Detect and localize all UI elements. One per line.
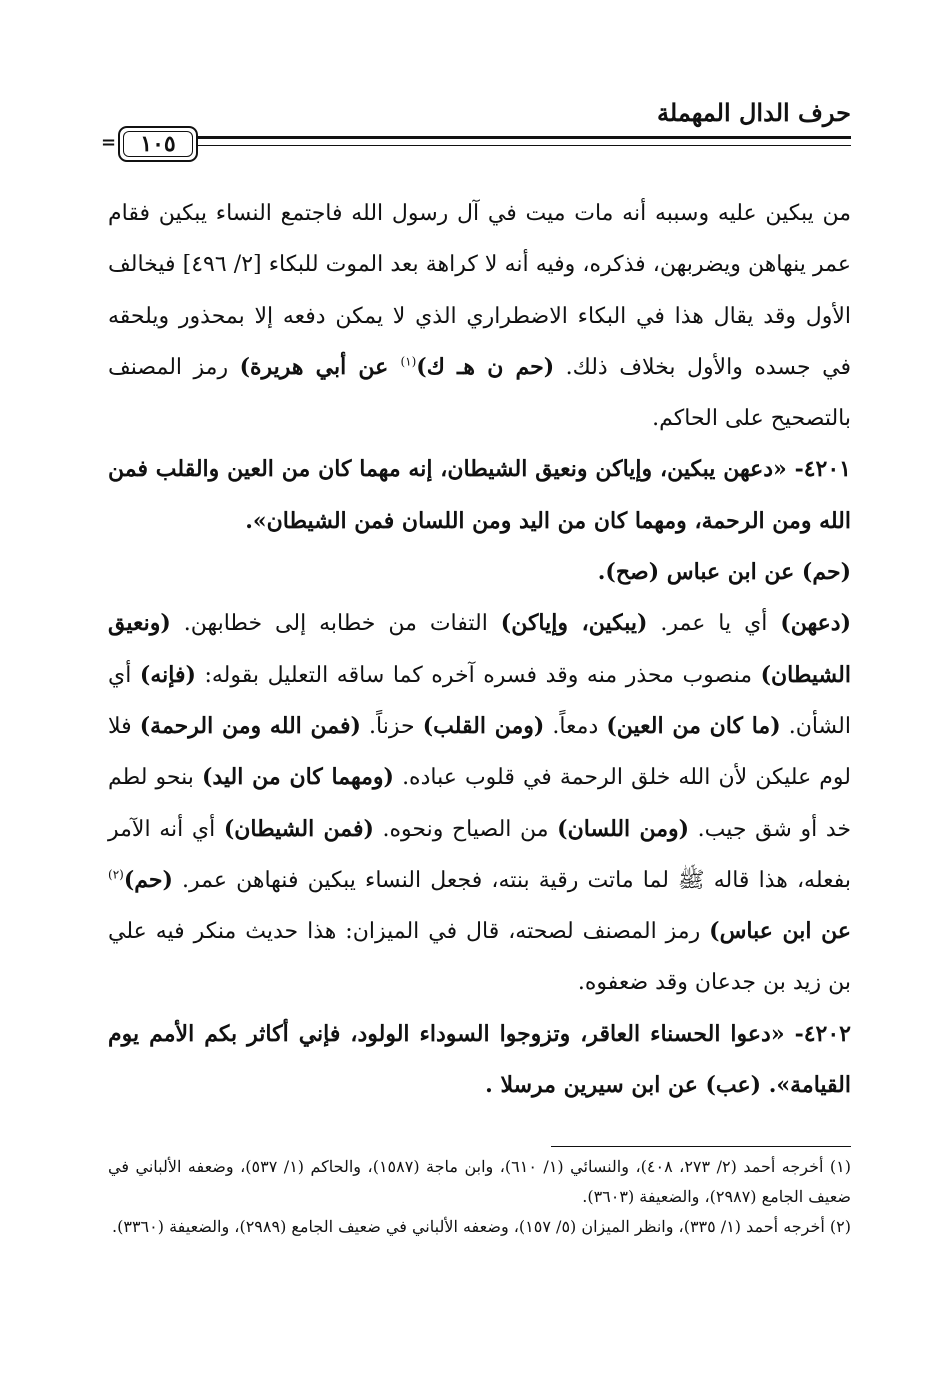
footnote-separator xyxy=(551,1146,851,1147)
quoted-term: (ومهما كان من اليد) xyxy=(201,764,394,791)
quoted-term: (ومن اللسان) xyxy=(557,815,690,842)
commentary-text: بنحو لطم خد أو شق جيب. xyxy=(108,765,851,842)
commentary-paragraph-2 xyxy=(108,598,851,1008)
footnote-2: (٢) أخرجه أحمد (١/ ٣٣٥)، وانظر الميزان (٥/ ١٥٧)، وضعفه الألباني في ضعيف الجامع (٢٩٨٩)، والضعيفة (٣٣٦٠). xyxy=(112,1217,851,1236)
quoted-term: (ومن القلب) xyxy=(422,712,545,739)
commentary-text: من الصياح ونحوه. xyxy=(373,816,558,842)
quoted-term: (ما كان من العين) xyxy=(606,712,781,739)
source-code: (حم) xyxy=(123,866,173,893)
hadith-4201-source xyxy=(108,547,851,598)
quoted-term: (يبكين، وإياكن) xyxy=(500,610,648,637)
commentary-text: رمز المصنف لصحته، قال في الميزان: هذا حديث منكر فيه علي بن زيد بن جدعان وقد ضعفوه. xyxy=(108,919,851,996)
footnote-ref-2: (٢) xyxy=(108,867,124,882)
hadith-4202 xyxy=(108,1009,851,1112)
commentary-text: أي الشأن. xyxy=(108,662,851,739)
footnote-ref-1: (١) xyxy=(400,354,417,369)
commentary-text: فلا لوم عليكن لأن الله خلق الرحمة في قلوب عباده. xyxy=(108,713,852,791)
header-rule xyxy=(198,136,851,139)
commentary-text: من يبكين عليه وسببه أنه مات ميت في آل رسول الله فاجتمع النساء يبكين فقام عمر ينهاهن ويضربهن، فذكره، وفيه أنه لا كراهة بعد الموت للبكاء [٢/ ٤٩٦] فيخالف الأول وقد يقال هذا في البكاء الاضطراري الذي لا يمكن دفعه إلا بمحذور ويلحقه في جسده والأول بخلاف ذلك. xyxy=(108,201,851,380)
commentary-text: أي أنه الآمر بفعله، هذا قاله ﷺ لما ماتت رقية بنته، فجعل النساء يبكين فنهاهن عمر. xyxy=(108,816,851,893)
hadith-4201 xyxy=(108,444,851,547)
source-code: (حم ن هـ ك) xyxy=(416,353,555,380)
narrator: عن ابن عباس) xyxy=(709,918,851,945)
header-rule-thin xyxy=(198,145,851,146)
commentary-text: منصوب محذر منه وقد فسره آخره كما ساقه التعليل بقوله: xyxy=(195,662,761,688)
quoted-term: (فمن الشيطان) xyxy=(223,815,374,842)
hadith-text: ٤٢٠٢- «دعوا الحسناء العاقر، وتزوجوا السوداء الولود، فإني أكاثر بكم الأمم يوم القيامة». (عب) عن ابن سيرين مرسلا . xyxy=(108,1020,851,1099)
commentary-text: حزناً. xyxy=(360,713,423,739)
quoted-term: (ونعيق الشيطان) xyxy=(108,610,851,688)
commentary-text: التفات من خطابه إلى خطابهن. xyxy=(170,611,501,637)
narrator: عن أبي هريرة) xyxy=(239,353,401,380)
quoted-term: (فإنه) xyxy=(139,661,196,688)
quoted-term: (دعهن) xyxy=(780,610,851,637)
footnotes xyxy=(108,1152,851,1242)
page-number: ١٠٥ xyxy=(140,131,176,157)
hadith-source: (حم) عن ابن عباس (صح). xyxy=(597,559,851,586)
page-number-frame xyxy=(118,126,198,162)
main-text xyxy=(108,188,851,1111)
hadith-text: ٤٢٠١- «دعهن يبكين، وإياكن ونعيق الشيطان، إنه مهما كان من العين والقلب فمن الله ومن الرحمة، ومهما كان من اليد ومن اللسان فمن الشيطان». xyxy=(108,456,851,534)
commentary-paragraph-1 xyxy=(108,188,851,444)
commentary-text: رمز المصنف بالتصحيح على الحاكم. xyxy=(108,354,851,432)
chapter-title: حرف الدال المهملة xyxy=(657,98,851,127)
commentary-text: أي يا عمر. xyxy=(647,611,781,637)
quoted-term: (فمن الله ومن الرحمة) xyxy=(139,712,361,739)
page-number-mark: = xyxy=(101,132,117,153)
commentary-text: دمعاً. xyxy=(544,713,607,739)
footnote-1: (١) أخرجه أحمد (٢/ ٢٧٣، ٤٠٨)، والنسائي (١/ ٦١٠)، وابن ماجة (١٥٨٧)، والحاكم (١/ ٥٣٧)، وضعفه الألباني في ضعيف الجامع (٢٩٨٧)، والضعيفة (٣٦٠٣). xyxy=(108,1157,851,1206)
